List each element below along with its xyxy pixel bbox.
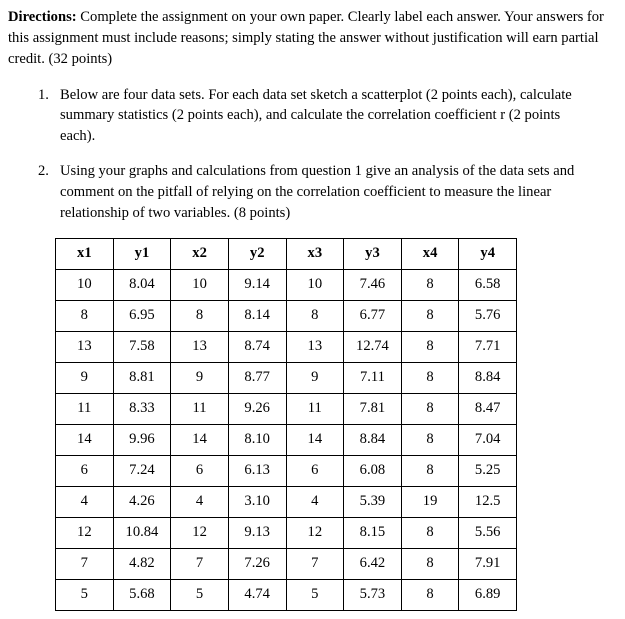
table-cell: 8.74 [228, 331, 286, 362]
column-header: y3 [344, 238, 402, 269]
directions-text: Complete the assignment on your own paper. Clearly label each answer. Your answers for this assignment must include reasons; simply stating the answer without justification will earn partial credit. (32 points) [8, 9, 604, 67]
table-cell: 8.84 [459, 362, 517, 393]
table-row [56, 300, 517, 331]
table-cell: 7.04 [459, 424, 517, 455]
table-cell: 8 [401, 548, 459, 579]
table-cell: 9 [171, 362, 229, 393]
column-header: y1 [113, 238, 171, 269]
question-item-2 [38, 161, 616, 224]
table-cell: 13 [171, 331, 229, 362]
table-cell: 9 [56, 362, 114, 393]
data-table [55, 238, 517, 611]
table-cell: 14 [171, 424, 229, 455]
table-cell: 11 [171, 393, 229, 424]
table-cell: 6.95 [113, 300, 171, 331]
table-cell: 3.10 [228, 486, 286, 517]
table-cell: 6.89 [459, 579, 517, 610]
table-cell: 5.68 [113, 579, 171, 610]
table-cell: 4 [171, 486, 229, 517]
column-header: y4 [459, 238, 517, 269]
table-row [56, 331, 517, 362]
table-cell: 12.5 [459, 486, 517, 517]
table-cell: 8 [401, 393, 459, 424]
data-table-body [56, 269, 517, 610]
column-header: y2 [228, 238, 286, 269]
table-cell: 8.77 [228, 362, 286, 393]
table-cell: 8.33 [113, 393, 171, 424]
question-item-1 [38, 85, 616, 148]
table-row [56, 393, 517, 424]
table-cell: 9.26 [228, 393, 286, 424]
data-table-head [56, 238, 517, 269]
table-cell: 7.71 [459, 331, 517, 362]
table-cell: 19 [401, 486, 459, 517]
table-cell: 6.08 [344, 455, 402, 486]
table-cell: 14 [286, 424, 344, 455]
table-row [56, 424, 517, 455]
table-cell: 10.84 [113, 517, 171, 548]
table-cell: 8.47 [459, 393, 517, 424]
column-header: x2 [171, 238, 229, 269]
table-cell: 5.73 [344, 579, 402, 610]
table-cell: 5.56 [459, 517, 517, 548]
table-row [56, 269, 517, 300]
table-cell: 8.81 [113, 362, 171, 393]
table-cell: 5 [171, 579, 229, 610]
column-header: x4 [401, 238, 459, 269]
table-cell: 7.58 [113, 331, 171, 362]
question-list [8, 85, 616, 224]
table-cell: 7 [286, 548, 344, 579]
table-cell: 14 [56, 424, 114, 455]
table-cell: 11 [56, 393, 114, 424]
table-cell: 8 [401, 579, 459, 610]
table-cell: 7.11 [344, 362, 402, 393]
table-cell: 10 [56, 269, 114, 300]
table-cell: 5.39 [344, 486, 402, 517]
table-row [56, 362, 517, 393]
table-cell: 7 [171, 548, 229, 579]
table-cell: 6.77 [344, 300, 402, 331]
column-header: x1 [56, 238, 114, 269]
table-cell: 4.26 [113, 486, 171, 517]
table-cell: 9.13 [228, 517, 286, 548]
table-cell: 5.76 [459, 300, 517, 331]
column-header: x3 [286, 238, 344, 269]
table-cell: 6 [286, 455, 344, 486]
table-cell: 9 [286, 362, 344, 393]
table-cell: 9.96 [113, 424, 171, 455]
table-cell: 8.04 [113, 269, 171, 300]
table-cell: 4 [286, 486, 344, 517]
table-cell: 8.15 [344, 517, 402, 548]
table-cell: 7.91 [459, 548, 517, 579]
table-cell: 12 [56, 517, 114, 548]
table-cell: 12 [286, 517, 344, 548]
table-cell: 4.74 [228, 579, 286, 610]
table-cell: 8.84 [344, 424, 402, 455]
table-cell: 5.25 [459, 455, 517, 486]
table-cell: 7.26 [228, 548, 286, 579]
question-text: Using your graphs and calculations from question 1 give an analysis of the data sets and comment on the pitfall of relying on the correlation coefficient to measure the linear relationship of two variables. (8 points) [60, 163, 575, 221]
table-cell: 6 [56, 455, 114, 486]
table-cell: 5 [286, 579, 344, 610]
table-cell: 11 [286, 393, 344, 424]
table-cell: 5 [56, 579, 114, 610]
table-row [56, 517, 517, 548]
table-cell: 8 [401, 269, 459, 300]
table-cell: 8 [401, 455, 459, 486]
table-cell: 12 [171, 517, 229, 548]
table-cell: 8 [401, 331, 459, 362]
table-cell: 6 [171, 455, 229, 486]
table-cell: 8 [401, 300, 459, 331]
question-number: 1. [38, 86, 49, 103]
directions-paragraph [8, 7, 616, 70]
table-cell: 7.46 [344, 269, 402, 300]
table-cell: 8 [171, 300, 229, 331]
table-cell: 6.42 [344, 548, 402, 579]
table-cell: 8 [56, 300, 114, 331]
table-cell: 6.13 [228, 455, 286, 486]
table-cell: 13 [286, 331, 344, 362]
table-cell: 10 [171, 269, 229, 300]
table-cell: 8 [401, 517, 459, 548]
table-cell: 8 [286, 300, 344, 331]
table-header-row [56, 238, 517, 269]
table-cell: 9.14 [228, 269, 286, 300]
table-row [56, 579, 517, 610]
table-cell: 7 [56, 548, 114, 579]
table-row [56, 455, 517, 486]
table-cell: 4 [56, 486, 114, 517]
table-cell: 10 [286, 269, 344, 300]
table-cell: 4.82 [113, 548, 171, 579]
question-text: Below are four data sets. For each data set sketch a scatterplot (2 points each), calculate summary statistics (2 points each), and calculate the correlation coefficient r (2 points each). [60, 86, 572, 145]
table-row [56, 486, 517, 517]
table-row [56, 548, 517, 579]
table-cell: 7.24 [113, 455, 171, 486]
table-cell: 12.74 [344, 331, 402, 362]
table-cell: 8 [401, 362, 459, 393]
directions-label: Directions: [8, 9, 77, 25]
table-cell: 8.10 [228, 424, 286, 455]
table-cell: 6.58 [459, 269, 517, 300]
table-cell: 8.14 [228, 300, 286, 331]
table-cell: 8 [401, 424, 459, 455]
table-cell: 7.81 [344, 393, 402, 424]
question-number: 2. [38, 163, 49, 180]
table-cell: 13 [56, 331, 114, 362]
